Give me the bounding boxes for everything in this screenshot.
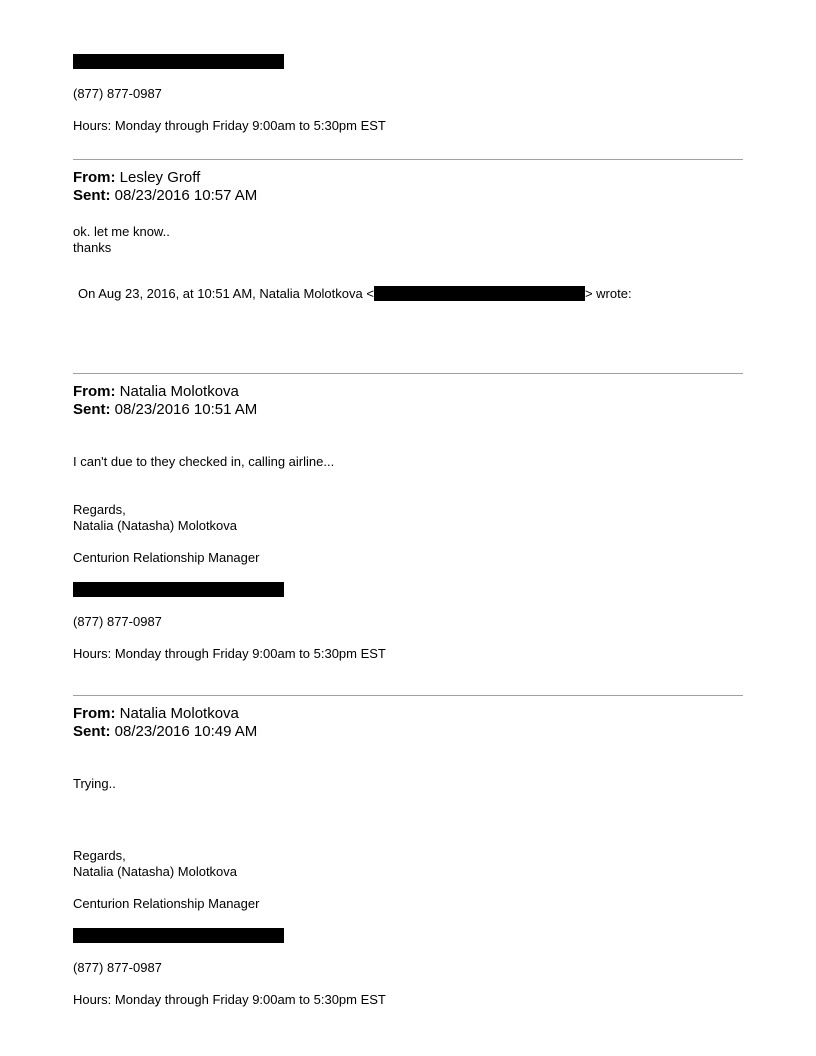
email-body-line: ok. let me know.. xyxy=(73,224,170,239)
redacted-email xyxy=(73,54,284,69)
quote-header xyxy=(78,286,632,302)
signature-title: Centurion Relationship Manager xyxy=(73,896,260,911)
signature-regards: Regards, xyxy=(73,502,126,517)
signature-hours: Hours: Monday through Friday 9:00am to 5:30pm EST xyxy=(73,118,386,133)
email-sent xyxy=(73,401,257,419)
signature-regards: Regards, xyxy=(73,848,126,863)
signature-name: Natalia (Natasha) Molotkova xyxy=(73,518,238,533)
quote-prefix: On Aug 23, 2016, at 10:51 AM, Natalia Molotkova < xyxy=(78,286,374,301)
from-name: Natalia Molotkova xyxy=(119,705,239,722)
email-divider xyxy=(73,159,743,160)
sent-label: Sent: xyxy=(73,187,111,204)
from-label: From: xyxy=(73,383,116,400)
signature-hours: Hours: Monday through Friday 9:00am to 5:30pm EST xyxy=(73,646,386,661)
signature-title: Centurion Relationship Manager xyxy=(73,550,260,565)
sent-date: 08/23/2016 10:49 AM xyxy=(114,723,258,740)
email-sent xyxy=(73,723,257,741)
email-divider xyxy=(73,695,743,696)
email-body-line: Trying.. xyxy=(73,776,116,791)
quote-suffix: > wrote: xyxy=(584,286,632,301)
email-from xyxy=(73,169,200,187)
signature-hours: Hours: Monday through Friday 9:00am to 5:30pm EST xyxy=(73,992,386,1007)
email-body-line: I can't due to they checked in, calling airline... xyxy=(73,454,335,469)
redacted-email xyxy=(73,582,284,597)
signature-phone: (877) 877-0987 xyxy=(73,86,162,101)
email-body-line: thanks xyxy=(73,240,112,255)
signature-phone: (877) 877-0987 xyxy=(73,614,162,629)
email-from xyxy=(73,383,239,401)
email-from xyxy=(73,705,239,723)
signature-name: Natalia (Natasha) Molotkova xyxy=(73,864,238,879)
from-name: Lesley Groff xyxy=(119,169,201,186)
sent-date: 08/23/2016 10:57 AM xyxy=(114,187,258,204)
from-label: From: xyxy=(73,169,116,186)
sent-label: Sent: xyxy=(73,401,111,418)
email-sent xyxy=(73,187,257,205)
email-divider xyxy=(73,373,743,374)
from-label: From: xyxy=(73,705,116,722)
redacted-email xyxy=(73,928,284,943)
from-name: Natalia Molotkova xyxy=(119,383,239,400)
sent-date: 08/23/2016 10:51 AM xyxy=(114,401,258,418)
redacted-email xyxy=(374,286,585,301)
sent-label: Sent: xyxy=(73,723,111,740)
signature-phone: (877) 877-0987 xyxy=(73,960,162,975)
